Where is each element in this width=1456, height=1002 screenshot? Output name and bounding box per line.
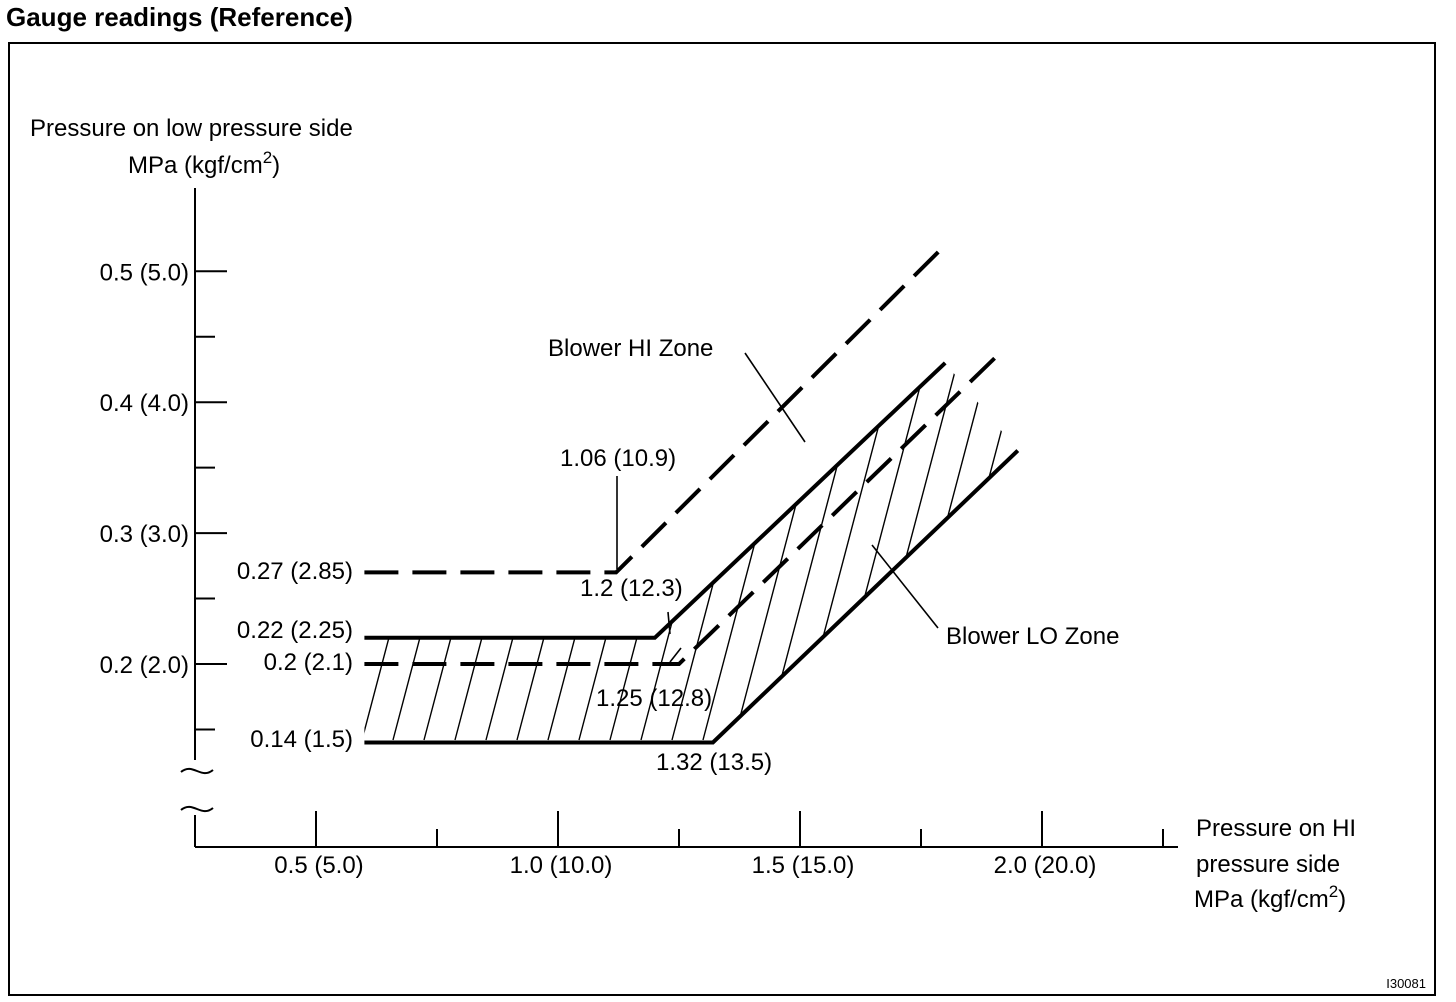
y-axis-unit: MPa $(kgf/cm^2)$ bbox=[128, 148, 281, 179]
y-axis-title: Pressure on low pressure side bbox=[30, 115, 353, 142]
annotation-upper-knee: 1.2 (12.3) bbox=[580, 575, 683, 602]
figure-id: I30081 bbox=[1386, 976, 1426, 991]
x-tick-label: 2.0 (20.0) bbox=[993, 852, 1097, 879]
y-tick-label: 0.4 (4.0) bbox=[99, 390, 189, 418]
hatch-line bbox=[951, 360, 1051, 740]
annotation-mid-lower-value: 0.2 (2.1) bbox=[263, 649, 353, 676]
label-blower-lo-zone: Blower LO Zone bbox=[946, 623, 1120, 650]
label-blower-hi-zone: Blower HI Zone bbox=[548, 335, 714, 362]
x-axis-unit: MPa $(kgf/cm^2)$ bbox=[1194, 882, 1347, 913]
hatch-line bbox=[424, 360, 524, 740]
annotation-hi-low-value: 0.27 (2.85) bbox=[236, 558, 353, 585]
hatch-line bbox=[362, 360, 462, 740]
hatch-line bbox=[889, 360, 989, 740]
hatch-line bbox=[610, 360, 710, 740]
x-tick-label: 1.5 (15.0) bbox=[751, 852, 855, 879]
hatch-line bbox=[486, 360, 586, 740]
annotation-mid-upper-value: 0.22 (2.25) bbox=[236, 617, 353, 644]
x-axis-title-line1: Pressure on HI bbox=[1196, 815, 1357, 842]
hatch-line bbox=[579, 360, 679, 740]
x-tick-label: 1.0 (10.0) bbox=[509, 852, 613, 879]
annotation-lo-low-value: 0.14 (1.5) bbox=[250, 726, 353, 753]
hatched-region bbox=[300, 360, 1237, 740]
hatch-line bbox=[672, 360, 772, 740]
hatch-line bbox=[796, 360, 896, 740]
leader-hi-zone bbox=[745, 353, 805, 442]
hatch-line bbox=[641, 360, 741, 740]
leader-lower-knee bbox=[670, 648, 681, 662]
leader-lines bbox=[617, 353, 938, 662]
y-tick-label: 0.3 (3.0) bbox=[99, 521, 189, 549]
labels bbox=[30, 115, 1426, 991]
hatch-line bbox=[1106, 360, 1206, 740]
x-tick-label: 0.5 (5.0) bbox=[274, 852, 364, 879]
hatch-line bbox=[300, 360, 400, 740]
hatch-line bbox=[455, 360, 555, 740]
page-title: Gauge readings (Reference) bbox=[6, 2, 353, 32]
hatch-line bbox=[1137, 360, 1237, 740]
y-tick-label: 0.2 (2.0) bbox=[99, 652, 189, 679]
hatch-line bbox=[517, 360, 617, 740]
series-line-1 bbox=[364, 245, 945, 572]
hatch-line bbox=[982, 360, 1082, 740]
axis-break-mark-upper bbox=[181, 769, 213, 773]
axis-break-mark-lower bbox=[181, 807, 213, 811]
hatch-line bbox=[331, 360, 431, 740]
hatch-line bbox=[765, 360, 865, 740]
annotation-lower-knee: 1.25 (12.8) bbox=[596, 685, 713, 712]
hatch-line bbox=[393, 360, 493, 740]
hatch-line bbox=[858, 360, 958, 740]
hatch-line bbox=[1075, 360, 1175, 740]
annotation-hi-knee: 1.06 (10.9) bbox=[560, 445, 677, 472]
annotation-lo-knee: 1.32 (13.5) bbox=[656, 749, 773, 776]
y-tick-label: 0.5 (5.0) bbox=[99, 259, 189, 287]
hatch-line bbox=[920, 360, 1020, 740]
x-axis-title-line2: pressure side bbox=[1196, 851, 1341, 878]
axes bbox=[100, 188, 1178, 879]
hatch-line bbox=[1013, 360, 1113, 740]
hatch-line bbox=[548, 360, 648, 740]
hatch-line bbox=[1044, 360, 1144, 740]
leader-upper-knee bbox=[668, 612, 670, 634]
